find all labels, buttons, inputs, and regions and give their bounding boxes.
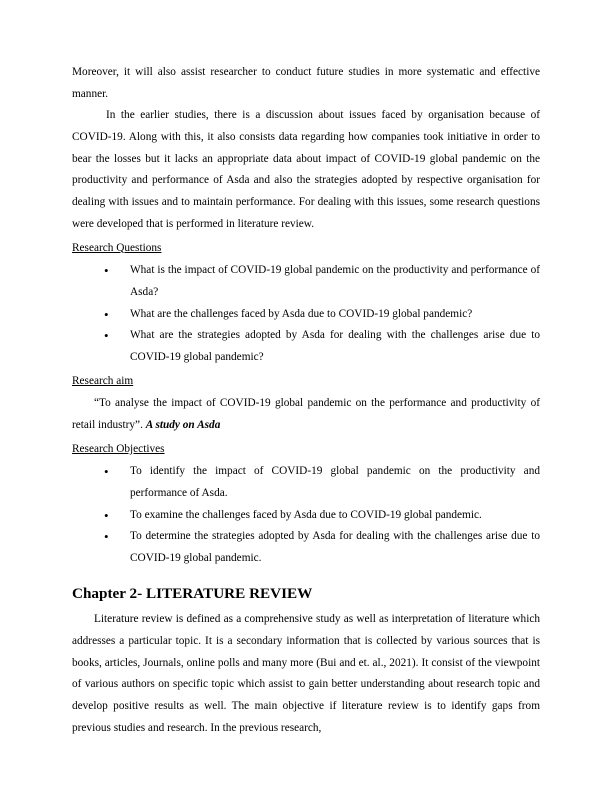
list-item: • To determine the strategies adopted by Asda for dealing with the challenges arise due to COVID-19 global pandemic.: [104, 526, 540, 569]
list-item: • To examine the challenges faced by Asda due to COVID-19 global pandemic.: [104, 505, 540, 527]
research-aim-quote: “To analyse the impact of COVID-19 global pandemic on the performance and productivity of retail industry”.: [72, 397, 540, 431]
heading-research-questions: Research Questions: [72, 241, 162, 254]
paragraph-research-aim: [72, 393, 540, 436]
list-item: • What is the impact of COVID-19 global pandemic on the productivity and performance of Asda?: [104, 260, 540, 303]
list-item: • To identify the impact of COVID-19 global pandemic on the productivity and performance of Asda.: [104, 461, 540, 504]
heading-research-objectives: Research Objectives: [72, 442, 165, 455]
paragraph-literature-review: Literature review is defined as a comprehensive study as well as interpretation of literature which addresses a particular topic. It is a secondary information that is collected by various sources that is books, articles, Journals, online polls and many more (Bui and et. al., 2021). It consist of the viewpoint of various authors on specific topic which assist to gain better understanding about research topic and develop positive results as well. The main objective if literature review is to identify gaps from previous studies and research. In the previous research,: [72, 613, 540, 734]
document-body: [72, 62, 540, 739]
paragraph-earlier-studies: In the earlier studies, there is a discussion about issues faced by organisation because of COVID-19. Along with this, it also consists data regarding how companies took initiative in order to bear the losses but it lacks an appropriate data about impact of COVID-19 global pandemic on the productivity and performance of Asda and also the strategies adopted by respective organisation for dealing with issues and to maintain performance. For dealing with this issues, some research questions were developed that is performed in literature review.: [72, 109, 540, 230]
research-aim-emphasis: A study on Asda: [145, 419, 221, 431]
research-objectives-list: [72, 461, 540, 569]
research-questions-list: [72, 260, 540, 368]
paragraph-intro: Moreover, it will also assist researcher to conduct future studies in more systematic and effective manner.: [72, 66, 540, 100]
list-item: • What are the strategies adopted by Asda for dealing with the challenges arise due to COVID-19 global pandemic?: [104, 325, 540, 368]
chapter-heading: Chapter 2- LITERATURE REVIEW: [72, 584, 313, 602]
heading-research-aim: Research aim: [72, 374, 134, 387]
list-item: • What are the challenges faced by Asda due to COVID-19 global pandemic?: [104, 304, 540, 326]
